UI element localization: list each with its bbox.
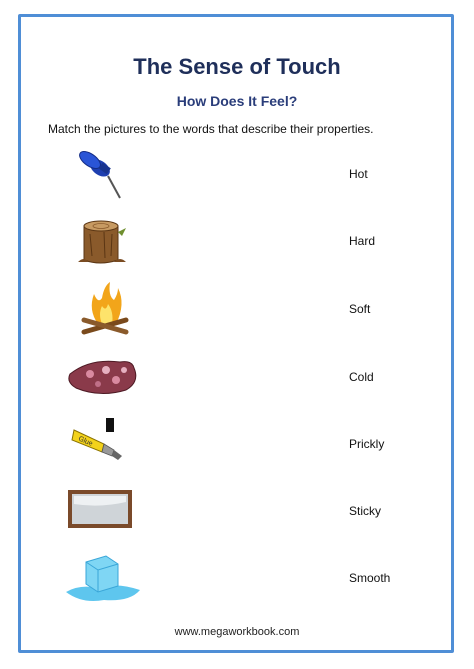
word-sticky: Sticky — [349, 504, 382, 518]
word-hard: Hard — [349, 234, 376, 248]
word-soft: Soft — [349, 302, 371, 316]
instructions-text: Match the pictures to the words that describe their properties. — [48, 122, 374, 136]
cushion-icon — [60, 348, 150, 408]
mirror-icon — [60, 482, 150, 542]
push-pin-icon — [60, 148, 150, 208]
website-footer: www.megaworkbook.com — [174, 626, 300, 638]
worksheet-subtitle: How Does It Feel? — [176, 93, 298, 109]
glue-tube-icon — [60, 414, 150, 474]
campfire-icon — [60, 280, 150, 340]
worksheet-title: The Sense of Touch — [133, 54, 341, 79]
ice-cube-icon — [60, 548, 150, 608]
glue-label: Glue — [77, 435, 94, 448]
word-smooth: Smooth — [349, 571, 391, 585]
word-prickly: Prickly — [349, 437, 385, 451]
word-hot: Hot — [349, 167, 368, 181]
word-cold: Cold — [349, 370, 374, 384]
tree-stump-icon — [60, 212, 150, 272]
